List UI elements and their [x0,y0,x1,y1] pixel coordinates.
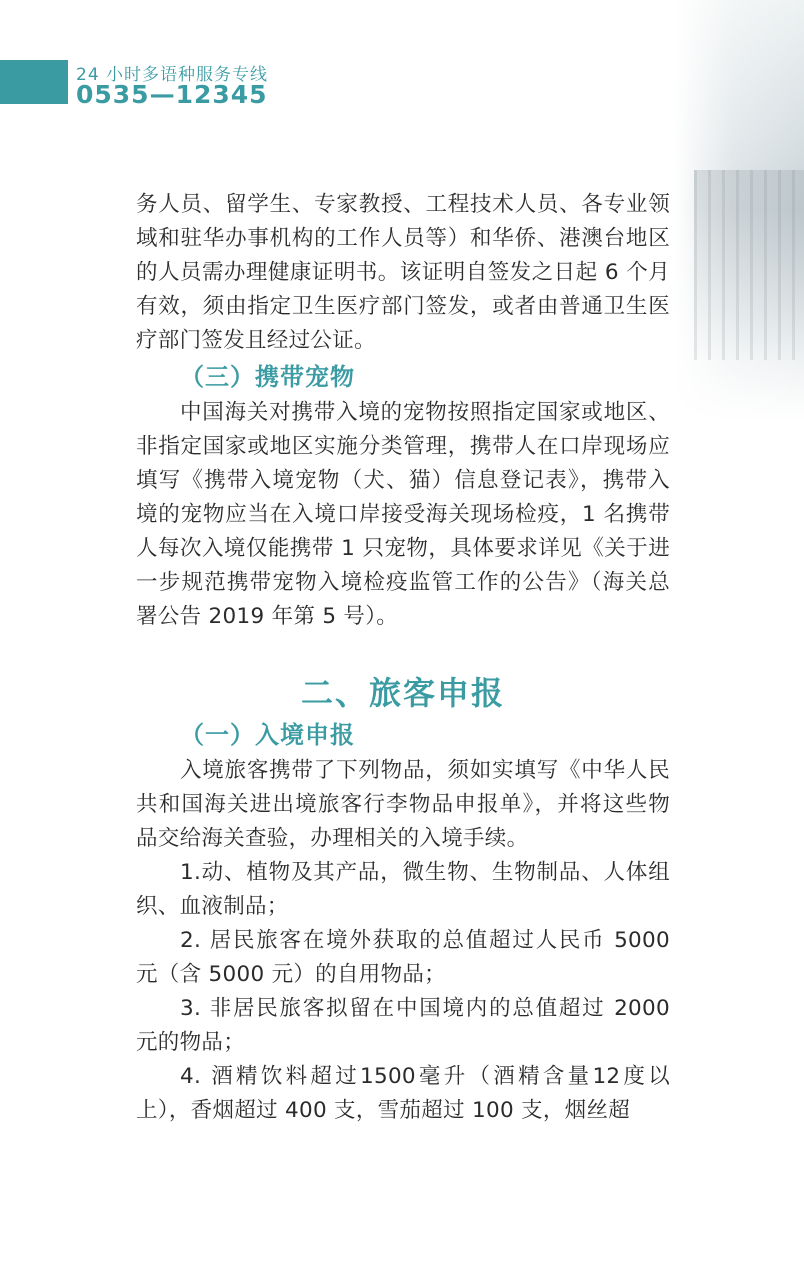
heading-carrying-pets: （三）携带宠物 [180,362,355,391]
list-item-2: 2. 居民旅客在境外获取的总值超过人民币 5000 元（含 5000 元）的自用物品； [136,928,670,987]
paragraph-entry-declaration: 入境旅客携带了下列物品，须如实填写《中华人民共和国海关进出境旅客行李物品申报单》，并将这些物品交给海关查验，办理相关的入境手续。 [136,758,670,851]
background-photo [674,0,804,420]
hotline-accent-bar [0,60,68,104]
hotline-label: 24 小时多语种服务专线 [76,65,269,85]
paragraph-pets: 中国海关对携带入境的宠物按照指定国家或地区、非指定国家或地区实施分类管理，携带人在口岸现场应填写《携带入境宠物（犬、猫）信息登记表》，携带入境的宠物应当在入境口岸接受海关现场检疫，1 名携带人每次入境仅能携带 1 只宠物，具体要求详见《关于进一步规范携带宠物入境检疫监管工作的公告》（海关总署公告 2019 年第 5 号）。 [136,400,670,629]
section-title-passenger-declaration: 二、旅客申报 [300,674,505,712]
list-item-3: 3. 非居民旅客拟留在中国境内的总值超过 2000 元的物品； [136,996,670,1055]
paragraph-health-certificate: 务人员、留学生、专家教授、工程技术人员、各专业领域和驻华办事机构的工作人员等）和华侨、港澳台地区的人员需办理健康证明书。该证明自签发之日起 6 个月有效，须由指定卫生医疗部门签发，或者由普通卫生医疗部门签发且经过公证。 [136,192,670,353]
heading-entry-declaration: （一）入境申报 [180,720,355,749]
hotline-number: 0535—12345 [76,80,268,109]
list-item-1: 1.动、植物及其产品，微生物、生物制品、人体组织、血液制品； [136,860,670,919]
document-body [136,188,670,1128]
list-item-4: 4. 酒精饮料超过1500毫升（酒精含量12度以上），香烟超过 400 支，雪茄超过 100 支，烟丝超 [136,1064,670,1123]
